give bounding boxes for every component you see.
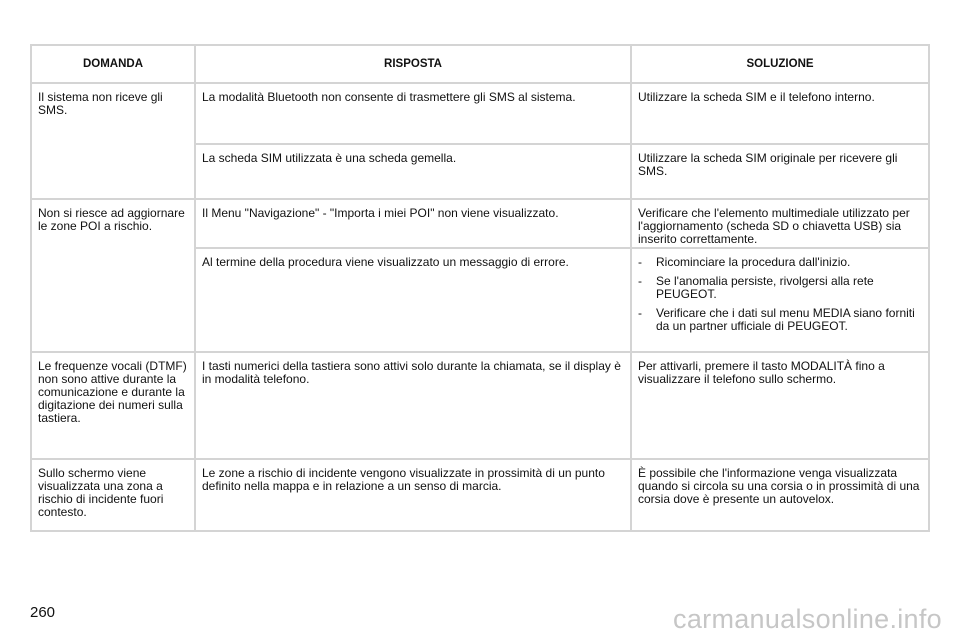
header-domanda: DOMANDA [30, 46, 194, 84]
question-cell: Sullo schermo viene visualizzata una zona a rischio di incidente fuori contesto. [30, 458, 194, 530]
solution-cell: Verificare che l'elemento multimediale utilizzato per l'aggiornamento (scheda SD o chiavetta USB) sia inserito correttamente. [630, 198, 930, 247]
solution-list-item: - Se l'anomalia persiste, rivolgersi alla rete PEUGEOT. [638, 275, 922, 301]
table-row [30, 458, 930, 530]
solution-cell: Utilizzare la scheda SIM e il telefono interno. [630, 84, 930, 143]
answer-cell: Le zone a rischio di incidente vengono visualizzate in prossimità di un punto definito nella mappa e in relazione a un senso di marcia. [194, 458, 630, 530]
header-risposta: RISPOSTA [194, 46, 630, 84]
answer-cell: Il Menu "Navigazione" - "Importa i miei POI" non viene visualizzato. [194, 198, 630, 247]
solution-list [638, 256, 922, 333]
solution-cell [630, 247, 930, 351]
table-row [30, 351, 930, 458]
question-cell: Le frequenze vocali (DTMF) non sono attive durante la comunicazione e durante la digitazione dei numeri sulla tastiera. [30, 351, 194, 458]
solution-list-item: - Verificare che i dati sul menu MEDIA siano forniti da un partner ufficiale di PEUGEOT. [638, 307, 922, 333]
solution-list-item: - Ricominciare la procedura dall'inizio. [638, 256, 922, 269]
solution-cell: Utilizzare la scheda SIM originale per ricevere gli SMS. [630, 143, 930, 198]
table-row [30, 198, 930, 247]
answer-cell: I tasti numerici della tastiera sono attivi solo durante la chiamata, se il display è in modalità telefono. [194, 351, 630, 458]
answer-cell: Al termine della procedura viene visualizzato un messaggio di errore. [194, 247, 630, 351]
answer-cell: La scheda SIM utilizzata è una scheda gemella. [194, 143, 630, 198]
solution-cell: Per attivarli, premere il tasto MODALITÀ fino a visualizzare il telefono sullo schermo. [630, 351, 930, 458]
table-header-row [30, 46, 930, 84]
solution-cell: È possibile che l'informazione venga visualizzata quando si circola su una corsia o in prossimità di una corsia dove è presente un autovelox. [630, 458, 930, 530]
watermark: carmanualsonline.info [673, 604, 942, 634]
question-cell: Non si riesce ad aggiornare le zone POI a rischio. [30, 198, 194, 351]
page-number: 260 [30, 604, 56, 621]
table-row [30, 84, 930, 143]
faq-table [30, 44, 930, 532]
header-soluzione: SOLUZIONE [630, 46, 930, 84]
question-cell: Il sistema non riceve gli SMS. [30, 84, 194, 198]
answer-cell: La modalità Bluetooth non consente di trasmettere gli SMS al sistema. [194, 84, 630, 143]
